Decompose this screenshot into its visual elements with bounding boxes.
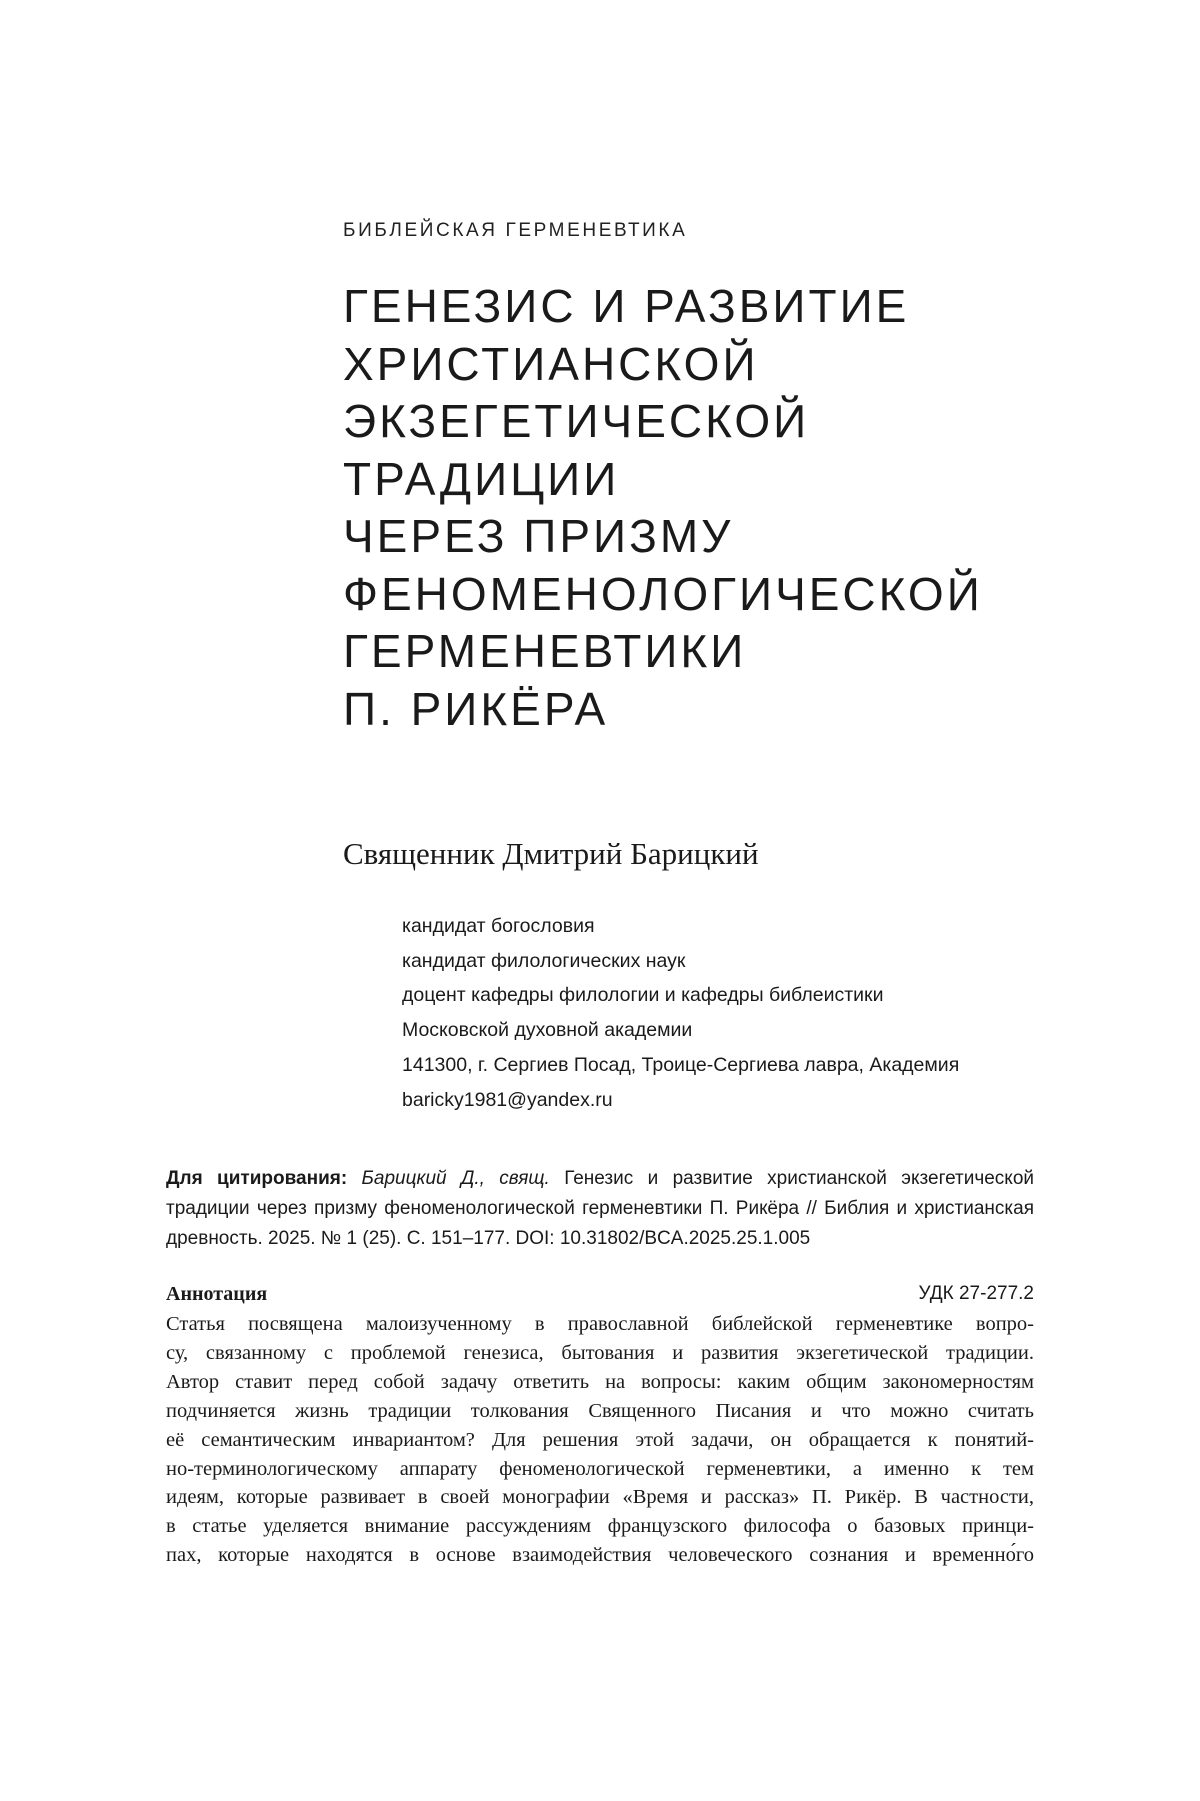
author-affiliation (402, 909, 959, 1117)
annotation-line: су, связанному с проблемой генезиса, бытования и развития экзегетической традиции. (166, 1341, 1034, 1364)
annotation-line: Автор ставит перед собой задачу ответить на вопросы: каким общим закономерностям (166, 1370, 1034, 1393)
annotation-line: Статья посвящена малоизученному в православной библейской герменевтике вопро- (166, 1313, 1034, 1335)
citation-text: Генезис и развитие христианской экзегетической традиции через призму феноменологической герменевтики П. Рикёра // Библия и христианская древность. 2025. № 1 (25). С. 151–177. DOI: 10.31802/BCA.2025.25.1.005 (166, 1168, 1034, 1249)
title-line: ГЕНЕЗИС И РАЗВИТИЕ (343, 280, 910, 332)
udk-code: УДК 27-277.2 (918, 1283, 1034, 1304)
annotation-heading: Аннотация (166, 1283, 268, 1305)
annotation-line: идеям, которые развивает в своей монографии «Время и рассказ» П. Рикёр. В частности, (166, 1486, 1034, 1509)
title-line: ГЕРМЕНЕВТИКИ (343, 625, 747, 677)
title-line: П. РИКЁРА (343, 682, 609, 735)
title-line: ЧЕРЕЗ ПРИЗМУ (343, 510, 734, 562)
citation-block (166, 1164, 1034, 1254)
affiliation-degree-philology: кандидат филологических наук (402, 949, 686, 972)
annotation-line: подчиняется жизнь традиции толкования Священного Писания и что можно считать (166, 1399, 1034, 1422)
section-label: БИБЛЕЙСКАЯ ГЕРМЕНЕВТИКА (343, 220, 688, 241)
article-title (343, 278, 1163, 738)
title-line: ЭКЗЕГЕТИЧЕСКОЙ (343, 395, 810, 447)
annotation-line: но-терминологическому аппарату феноменологической герменевтики, а именно к тем (166, 1457, 1034, 1480)
affiliation-institution: Московской духовной академии (402, 1019, 693, 1042)
title-line: ХРИСТИАНСКОЙ (343, 337, 759, 390)
annotation-body (166, 1310, 1034, 1570)
annotation-line: её семантическим инвариантом? Для решения этой задачи, он обращается к понятий- (166, 1428, 1034, 1451)
title-line: ФЕНОМЕНОЛОГИЧЕСКОЙ (343, 567, 983, 620)
title-line: ТРАДИЦИИ (343, 452, 620, 505)
author-email[interactable]: baricky1981@yandex.ru (402, 1088, 613, 1111)
annotation-line: пах, которые находятся в основе взаимодействия человеческого сознания и временно́го (166, 1544, 1034, 1567)
affiliation-position: доцент кафедры филологии и кафедры библеистики (402, 984, 884, 1007)
affiliation-address: 141300, г. Сергиев Посад, Троице-Сергиева лавра, Академия (402, 1053, 960, 1076)
citation-label: Для цитирования: (166, 1168, 348, 1189)
annotation-header (166, 1283, 1034, 1313)
citation-author: Барицкий Д., свящ. (361, 1168, 550, 1189)
affiliation-degree-theology: кандидат богословия (402, 915, 595, 937)
annotation-line: в статье уделяется внимание рассуждениям французского философа о базовых принци- (166, 1515, 1034, 1538)
author-name: Священник Дмитрий Барицкий (343, 836, 759, 871)
